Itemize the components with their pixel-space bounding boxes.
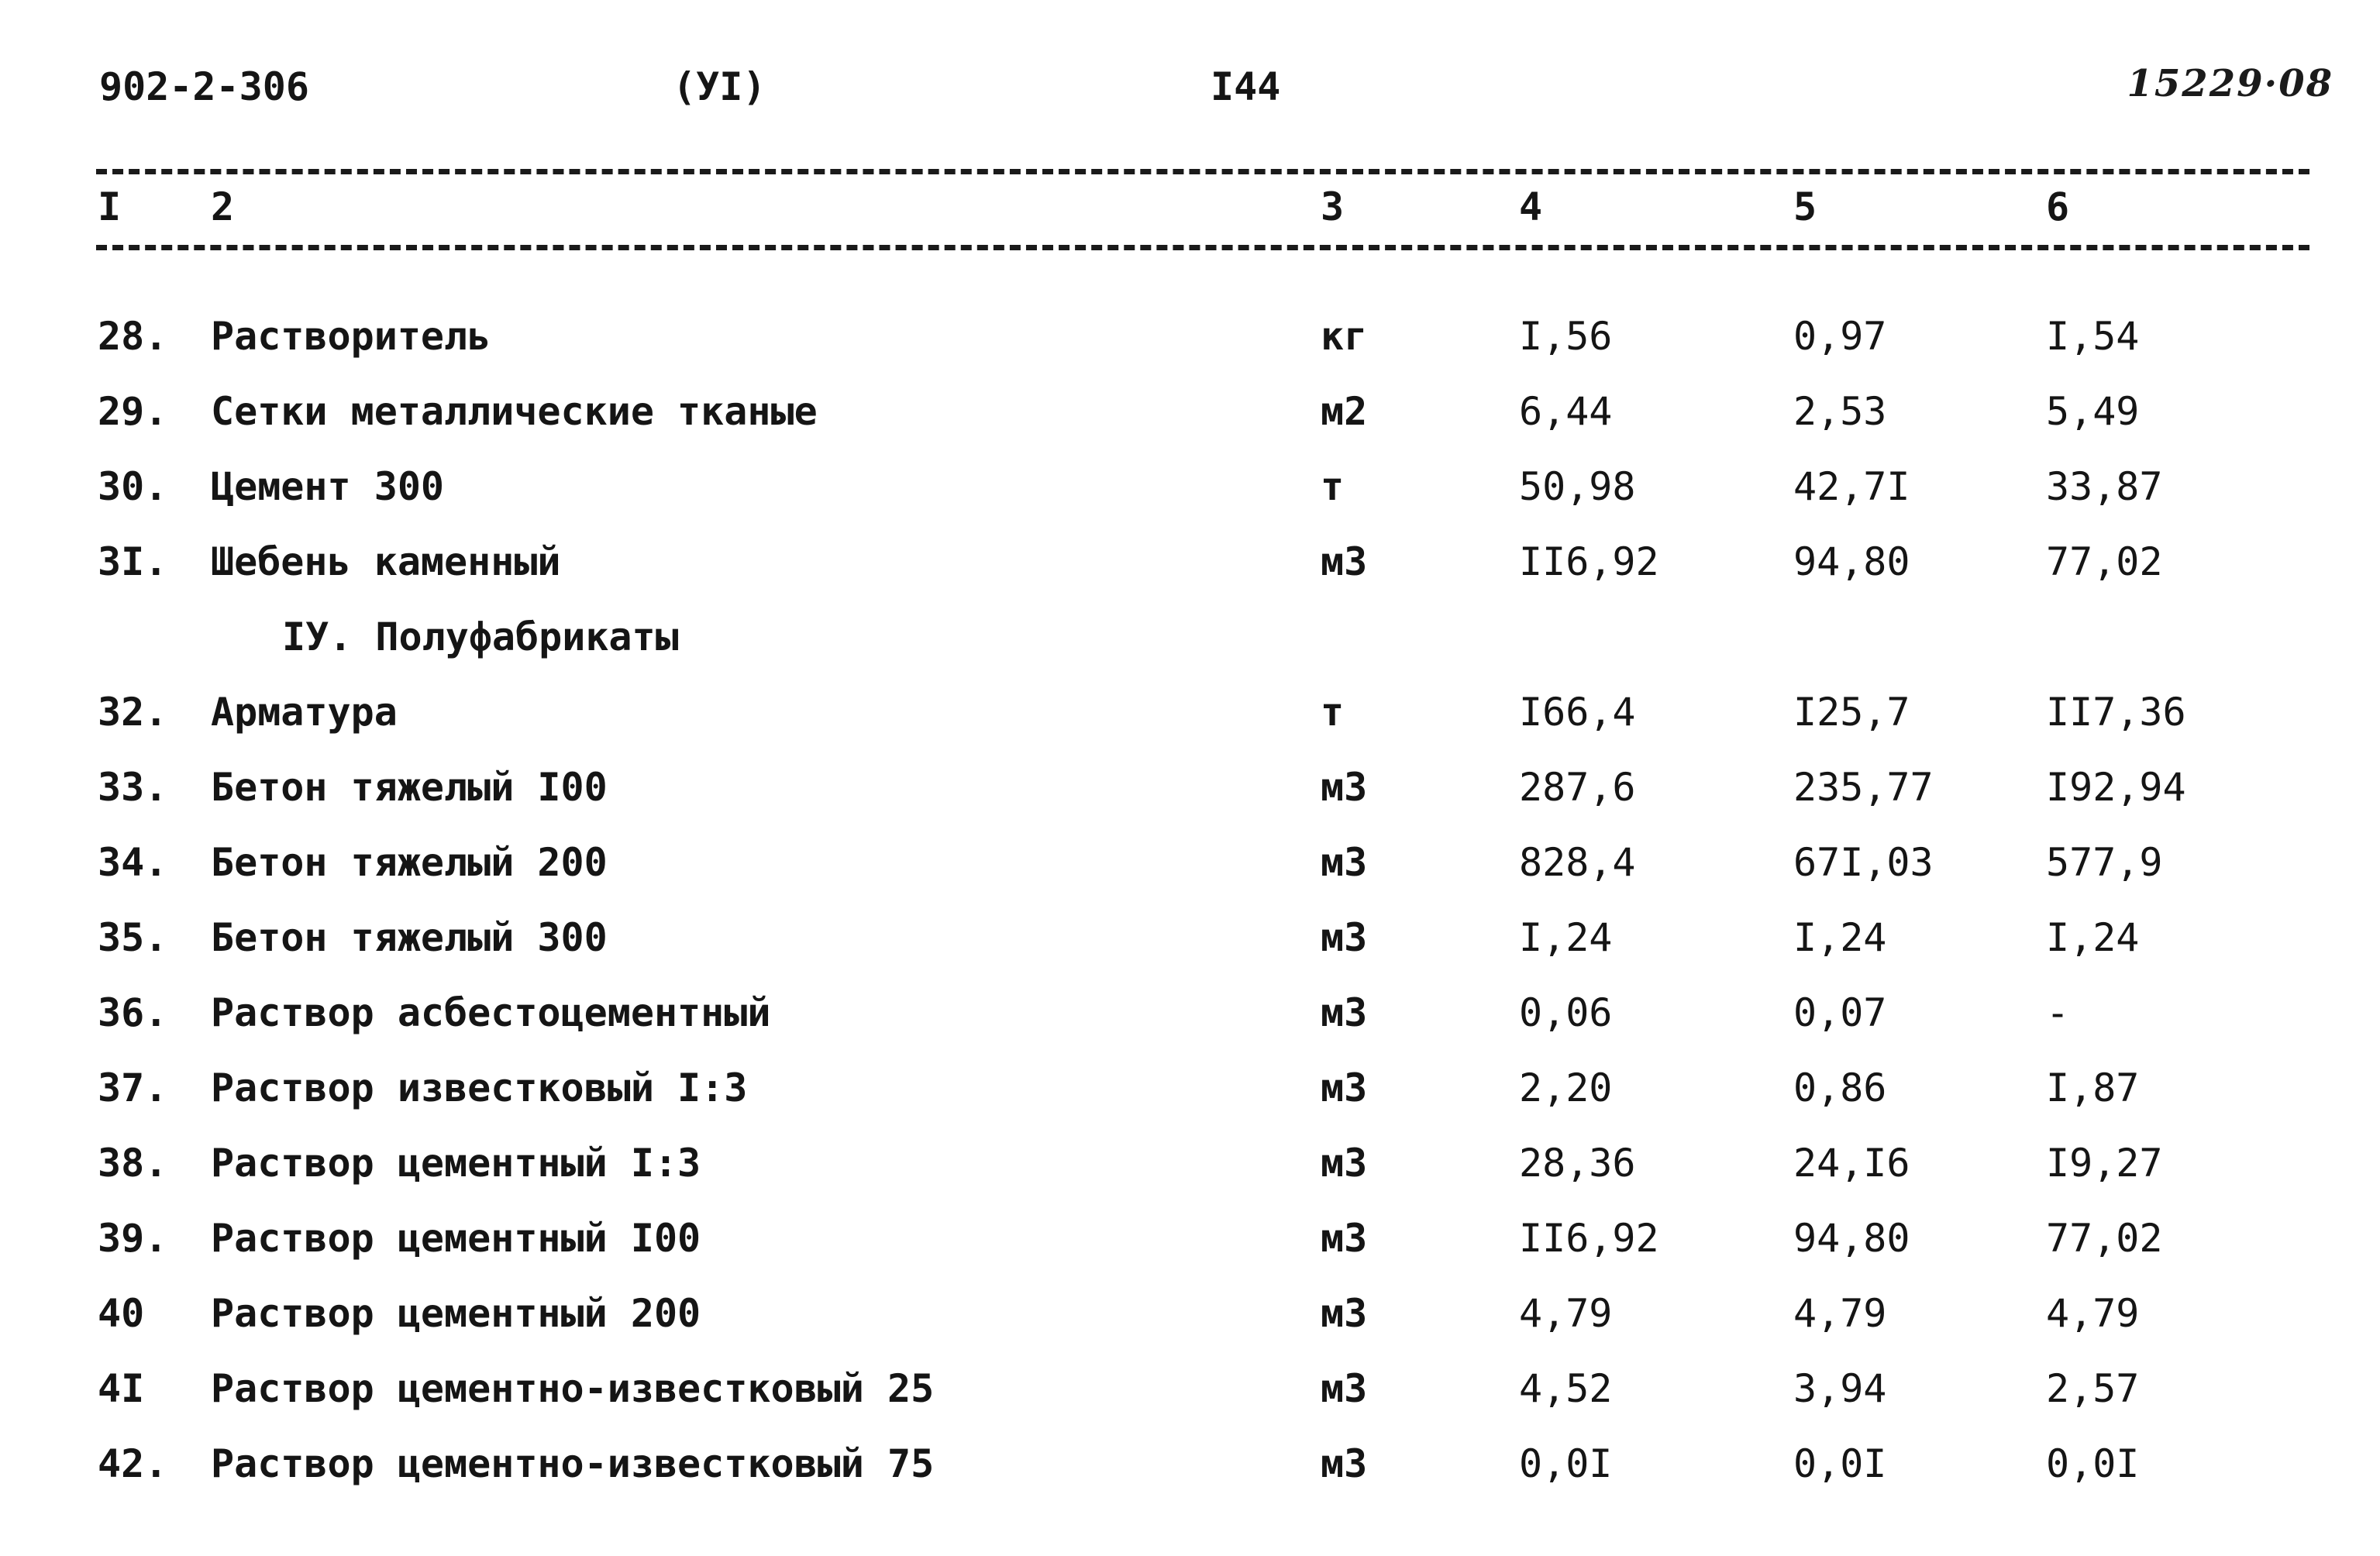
- row-unit: т: [1321, 464, 1345, 509]
- row-value-5: 42,7I: [1793, 464, 1910, 509]
- row-value-4: 2,20: [1519, 1065, 1613, 1110]
- row-value-6: 5,49: [2046, 389, 2140, 434]
- row-name: Арматура: [211, 690, 398, 735]
- row-value-5: 94,80: [1793, 539, 1910, 584]
- table-row: [0, 1362, 2380, 1416]
- row-value-5: I25,7: [1793, 690, 1910, 735]
- row-number: 29.: [98, 389, 168, 434]
- row-value-5: 67I,03: [1793, 840, 1934, 885]
- column-header-5: 5: [1793, 184, 1817, 229]
- row-value-4: I66,4: [1519, 690, 1636, 735]
- row-value-4: II6,92: [1519, 1216, 1659, 1261]
- row-unit: м3: [1321, 1141, 1368, 1186]
- row-number: 32.: [98, 690, 168, 735]
- row-value-4: 6,44: [1519, 389, 1613, 434]
- row-unit: м3: [1321, 765, 1368, 810]
- column-header-1: I: [98, 184, 122, 229]
- row-value-5: 94,80: [1793, 1216, 1910, 1261]
- row-name: Раствор цементно-известковый 75: [211, 1441, 935, 1486]
- row-value-6: II7,36: [2046, 690, 2186, 735]
- row-number: 42.: [98, 1441, 168, 1486]
- row-number: 33.: [98, 765, 168, 810]
- row-number: 28.: [98, 314, 168, 359]
- row-value-5: I,24: [1793, 915, 1887, 960]
- row-name: Раствор цементный 200: [211, 1291, 701, 1336]
- table-row: [0, 384, 2380, 439]
- row-value-4: 0,0I: [1519, 1441, 1613, 1486]
- row-unit: м3: [1321, 1216, 1368, 1261]
- column-header-2: 2: [211, 184, 235, 229]
- row-value-6: I9,27: [2046, 1141, 2163, 1186]
- row-unit: т: [1321, 690, 1345, 735]
- row-name: Цемент 300: [211, 464, 445, 509]
- row-value-5: 0,97: [1793, 314, 1887, 359]
- row-value-5: 4,79: [1793, 1291, 1887, 1336]
- row-number: 37.: [98, 1065, 168, 1110]
- row-value-5: 0,0I: [1793, 1441, 1887, 1486]
- document-code: 902-2-306: [99, 64, 309, 109]
- row-name: Бетон тяжелый I00: [211, 765, 608, 810]
- section-number: (УI): [673, 64, 766, 109]
- row-name: Шебень каменный: [211, 539, 561, 584]
- row-value-5: 235,77: [1793, 765, 1934, 810]
- table-row: [0, 685, 2380, 739]
- row-unit: м3: [1321, 1366, 1368, 1411]
- row-number: 34.: [98, 840, 168, 885]
- row-number: 3I.: [98, 539, 168, 584]
- table-row: [0, 1437, 2380, 1491]
- row-name: Раствор цементный I:3: [211, 1141, 701, 1186]
- table-row: [0, 1286, 2380, 1341]
- row-value-6: 77,02: [2046, 539, 2163, 584]
- table-row: [0, 760, 2380, 814]
- row-value-4: II6,92: [1519, 539, 1659, 584]
- row-number: 38.: [98, 1141, 168, 1186]
- row-value-6: 33,87: [2046, 464, 2163, 509]
- row-name: Сетки металлические тканые: [211, 389, 818, 434]
- table-row: [0, 1061, 2380, 1115]
- row-unit: м3: [1321, 1291, 1368, 1336]
- row-unit: м3: [1321, 1441, 1368, 1486]
- row-unit: м3: [1321, 1065, 1368, 1110]
- column-header-4: 4: [1519, 184, 1543, 229]
- table-row: [0, 460, 2380, 514]
- table-row: [0, 535, 2380, 589]
- row-value-6: I,87: [2046, 1065, 2140, 1110]
- table-row: [0, 986, 2380, 1040]
- table-row: [0, 1211, 2380, 1265]
- row-value-4: 828,4: [1519, 840, 1636, 885]
- section-heading-row: [0, 610, 2380, 664]
- row-unit: м3: [1321, 539, 1368, 584]
- row-unit: м2: [1321, 389, 1368, 434]
- row-value-4: 4,79: [1519, 1291, 1613, 1336]
- row-name: Раствор асбестоцементный: [211, 990, 771, 1035]
- row-unit: м3: [1321, 990, 1368, 1035]
- row-value-4: 28,36: [1519, 1141, 1636, 1186]
- table-row: [0, 911, 2380, 965]
- row-name: Бетон тяжелый 200: [211, 840, 608, 885]
- row-value-4: I,56: [1519, 314, 1613, 359]
- row-value-4: 0,06: [1519, 990, 1613, 1035]
- row-value-4: I,24: [1519, 915, 1613, 960]
- row-number: 39.: [98, 1216, 168, 1261]
- row-value-4: 4,52: [1519, 1366, 1613, 1411]
- row-name: Раствор цементно-известковый 25: [211, 1366, 935, 1411]
- row-number: 35.: [98, 915, 168, 960]
- row-value-6: 4,79: [2046, 1291, 2140, 1336]
- row-value-4: 50,98: [1519, 464, 1636, 509]
- row-number: 4I: [98, 1366, 145, 1411]
- table-row: [0, 835, 2380, 890]
- row-name: Раствор цементный I00: [211, 1216, 701, 1261]
- row-number: 36.: [98, 990, 168, 1035]
- column-header-row: [0, 180, 2380, 234]
- row-name: Раствор известковый I:3: [211, 1065, 748, 1110]
- row-number: 40: [98, 1291, 145, 1336]
- row-value-6: I,54: [2046, 314, 2140, 359]
- column-header-3: 3: [1321, 184, 1345, 229]
- row-unit: кг: [1321, 314, 1368, 359]
- row-value-5: 3,94: [1793, 1366, 1887, 1411]
- row-value-6: 577,9: [2046, 840, 2163, 885]
- row-value-5: 0,07: [1793, 990, 1887, 1035]
- row-value-6: I,24: [2046, 915, 2140, 960]
- row-value-6: 77,02: [2046, 1216, 2163, 1261]
- row-value-4: 287,6: [1519, 765, 1636, 810]
- section-title: IУ. Полуфабрикаты: [282, 614, 679, 659]
- table-row: [0, 309, 2380, 363]
- handwritten-reference: 15229·08: [2127, 62, 2334, 105]
- row-name: Растворитель: [211, 314, 491, 359]
- row-value-5: 24,I6: [1793, 1141, 1910, 1186]
- table-row: [0, 1136, 2380, 1190]
- row-value-5: 0,86: [1793, 1065, 1887, 1110]
- row-value-6: I92,94: [2046, 765, 2186, 810]
- page-number: I44: [1211, 64, 1281, 109]
- row-value-5: 2,53: [1793, 389, 1887, 434]
- column-header-6: 6: [2046, 184, 2070, 229]
- row-name: Бетон тяжелый 300: [211, 915, 608, 960]
- row-value-6: -: [2046, 990, 2070, 1035]
- row-number: 30.: [98, 464, 168, 509]
- row-unit: м3: [1321, 915, 1368, 960]
- row-value-6: 2,57: [2046, 1366, 2140, 1411]
- row-unit: м3: [1321, 840, 1368, 885]
- row-value-6: 0,0I: [2046, 1441, 2140, 1486]
